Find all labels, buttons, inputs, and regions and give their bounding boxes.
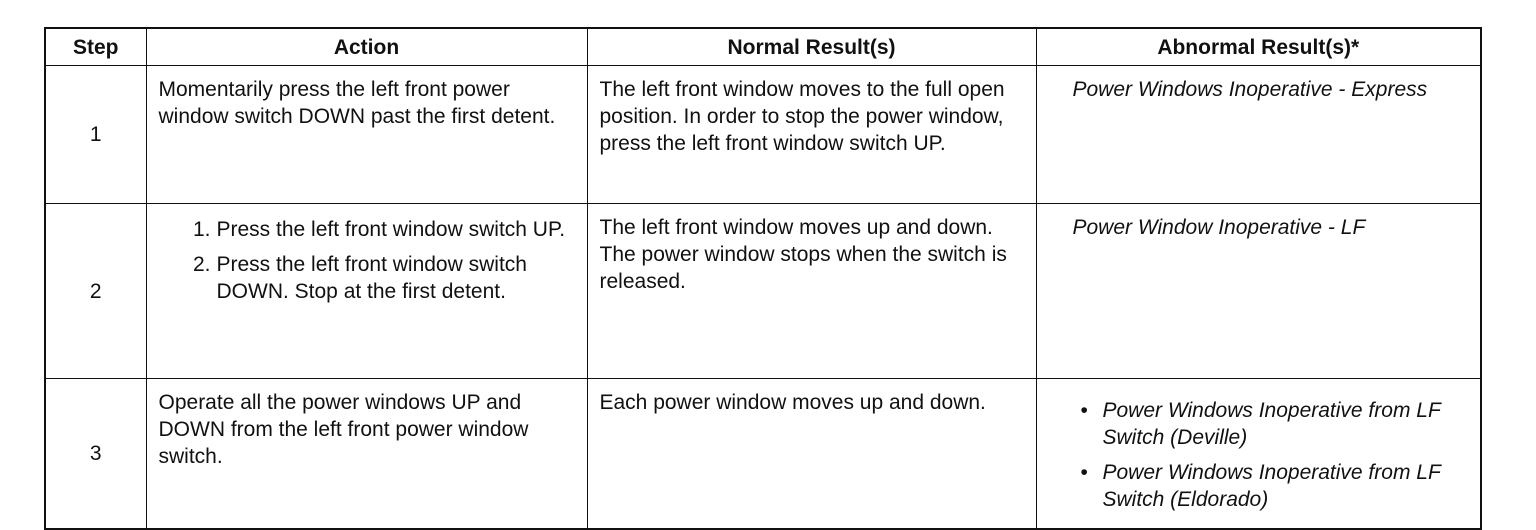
abnormal-result-item — [1080, 459, 1473, 513]
action-step-item — [192, 251, 575, 305]
action-cell: Operate all the power windows UP and DOWN from the left front power window switch. — [146, 379, 587, 530]
action-step-number: 1. — [192, 218, 211, 241]
table-row — [45, 66, 1481, 204]
normal-result-cell: Each power window moves up and down. — [587, 379, 1036, 530]
action-step-number: 2. — [192, 253, 211, 276]
abnormal-result-text: Power Windows Inoperative from LF Switch (Eldorado) — [1102, 461, 1441, 511]
abnormal-result-item — [1080, 397, 1473, 451]
action-step-text: Press the left front window switch DOWN. Stop at the first detent. — [216, 253, 527, 303]
header-abnormal-results: Abnormal Result(s)* — [1036, 28, 1481, 66]
action-steps-list — [159, 216, 575, 305]
table-row — [45, 379, 1481, 530]
action-step-text: Press the left front window switch UP. — [216, 218, 566, 241]
abnormal-result-cell: Power Windows Inoperative - Express — [1036, 66, 1481, 204]
abnormal-result-cell — [1036, 379, 1481, 530]
step-number: 1 — [45, 66, 146, 204]
bullet-icon: • — [1080, 461, 1088, 484]
table-row — [45, 204, 1481, 379]
action-cell — [146, 204, 587, 379]
bullet-icon: • — [1080, 399, 1088, 422]
header-action: Action — [146, 28, 587, 66]
normal-result-cell: The left front window moves to the full open position. In order to stop the power window, press the left front window switch UP. — [587, 66, 1036, 204]
normal-result-cell: The left front window moves up and down. The power window stops when the switch is released. — [587, 204, 1036, 379]
diagnostic-table — [44, 27, 1482, 530]
abnormal-result-cell: Power Window Inoperative - LF — [1036, 204, 1481, 379]
abnormal-result-text: Power Windows Inoperative from LF Switch (Deville) — [1102, 399, 1441, 449]
action-step-item — [192, 216, 575, 243]
step-number: 2 — [45, 204, 146, 379]
header-normal-results: Normal Result(s) — [587, 28, 1036, 66]
header-step: Step — [45, 28, 146, 66]
abnormal-results-list — [1077, 397, 1473, 513]
header-row — [45, 28, 1481, 66]
step-number: 3 — [45, 379, 146, 530]
action-cell: Momentarily press the left front power window switch DOWN past the first detent. — [146, 66, 587, 204]
